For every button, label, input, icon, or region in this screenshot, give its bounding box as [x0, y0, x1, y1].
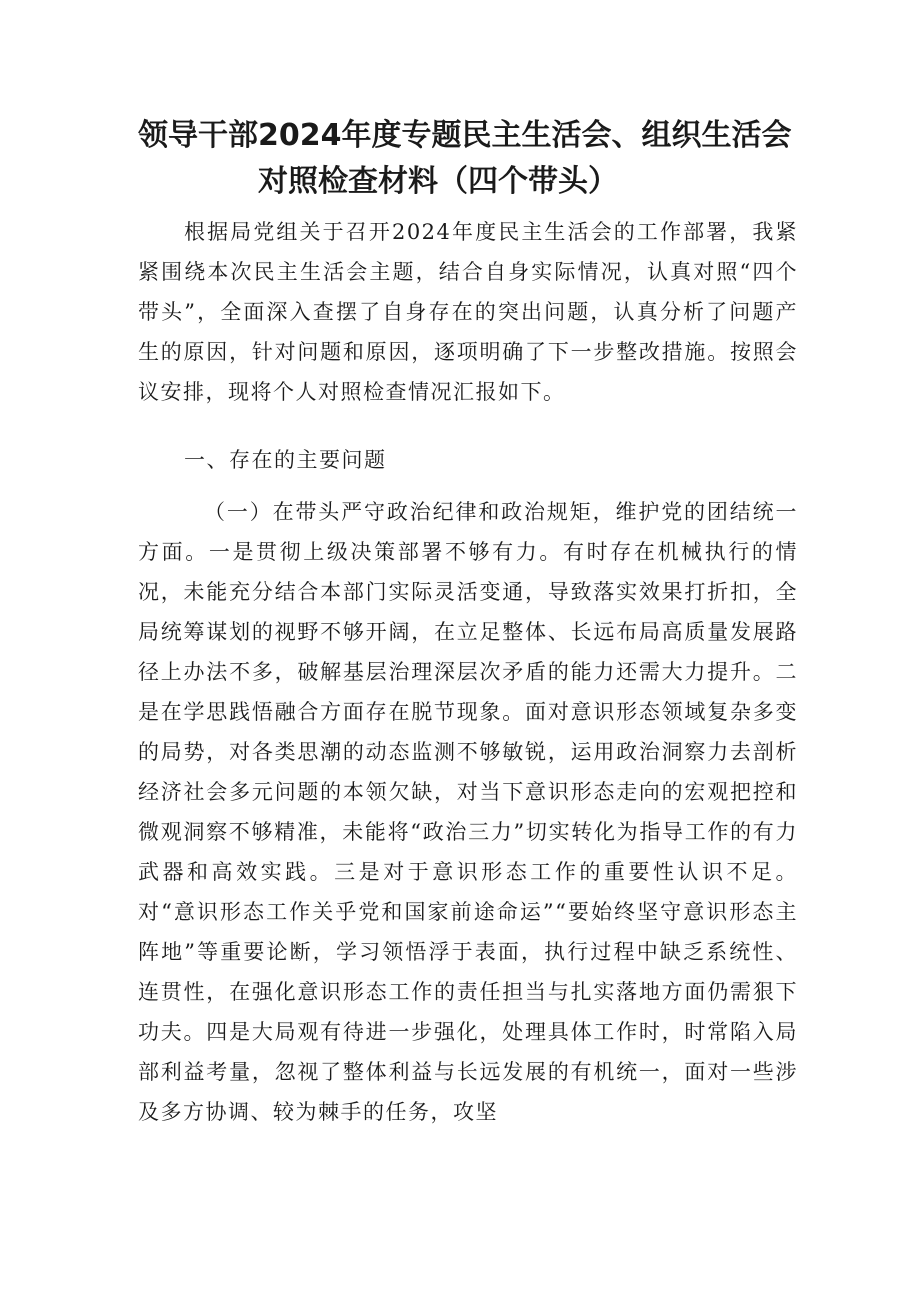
intro-paragraph: 根据局党组关于召开2024年度民主生活会的工作部署，我紧紧围绕本次民主生活会主题，结合自身实际情况，认真对照“四个带头”，全面深入查摆了自身存在的突出问题，认真分析了问题产生的原因，针对问题和原因，逐项明确了下一步整改措施。按照会议安排，现将个人对照检查情况汇报如下。 [138, 220, 798, 404]
section-heading: 一、存在的主要问题 [184, 448, 387, 472]
title-line-2: 对照检查材料（四个带头） [258, 164, 618, 199]
title-line-1: 领导干部2024年度专题民主生活会、组织生活会 [138, 118, 792, 153]
document-title [138, 113, 798, 205]
section-1-paragraph: （一）在带头严守政治纪律和政治规矩，维护党的团结统一方面。一是贯彻上级决策部署不够有力。有时存在机械执行的情况，未能充分结合本部门实际灵活变通，导致落实效果打折扣，全局统筹谋划的视野不够开阔，在立足整体、长远布局高质量发展路径上办法不多，破解基层治理深层次矛盾的能力还需大力提升。二是在学思践悟融合方面存在脱节现象。面对意识形态领域复杂多变的局势，对各类思潮的动态监测不够敏锐，运用政治洞察力去剖析经济社会多元问题的本领欠缺，对当下意识形态走向的宏观把控和微观洞察不够精准，未能将“政治三力”切实转化为指导工作的有力武器和高效实践。三是对于意识形态工作的重要性认识不足。对“意识形态工作关乎党和国家前途命运”“要始终坚守意识形态主阵地”等重要论断，学习领悟浮于表面，执行过程中缺乏系统性、连贯性，在强化意识形态工作的责任担当与扎实落地方面仍需狠下功夫。四是大局观有待进一步强化，处理具体工作时，时常陷入局部利益考量，忽视了整体利益与长远发展的有机统一，面对一些涉及多方协调、较为棘手的任务，攻坚 [138, 500, 798, 1124]
